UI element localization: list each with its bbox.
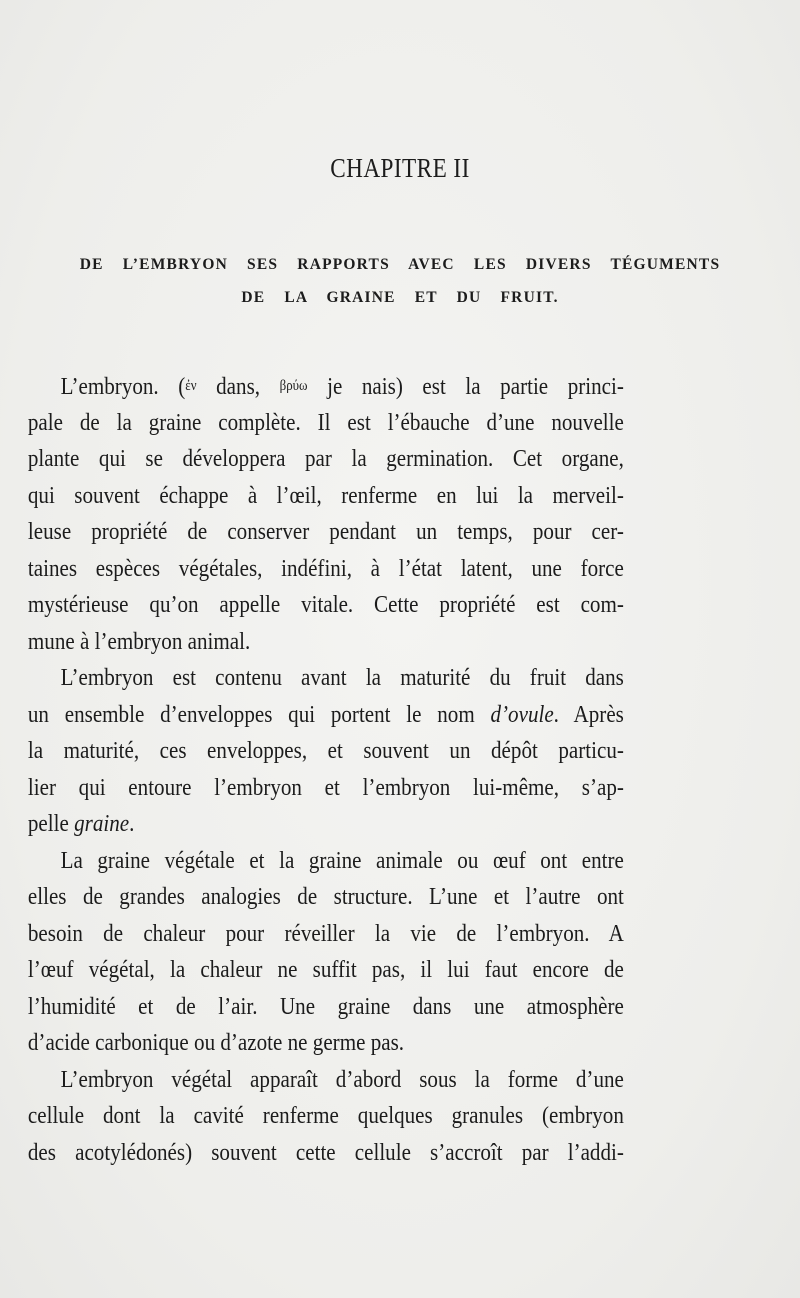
text-line: la maturité, ces enveloppes, et souvent un dépôt particu- xyxy=(27,737,624,764)
greek-word: βρύω xyxy=(279,378,308,394)
text-line: des acotylédonés) souvent cette cellule s’accroît par l’addi- xyxy=(27,1138,624,1166)
italic-term: graine xyxy=(74,810,130,837)
text-line: L’embryon est contenu avant la maturité du fruit dans xyxy=(60,664,624,691)
text-line: lier qui entoure l’embryon et l’embryon lui-même, s’ap- xyxy=(27,773,624,801)
text-line: L’embryon. (ἐν dans, βρύω je nais) est la partie princi- xyxy=(60,373,624,400)
text-line: cellule dont la cavité renferme quelques granules (embryon xyxy=(27,1102,624,1129)
text-line: plante qui se développera par la germination. Cet organe, xyxy=(27,445,624,472)
text-line: pelle graine. xyxy=(27,810,135,837)
text-line: mune à l’embryon animal. xyxy=(27,627,251,655)
chapter-subtitle-line-2: DE LA GRAINE ET DU FRUIT. xyxy=(241,289,559,306)
text-line: pale de la graine complète. Il est l’ébauche d’une nouvelle xyxy=(27,408,624,436)
chapter-title: CHAPITRE II xyxy=(330,153,470,183)
text-line: elles de grandes analogies de structure. L’une et l’autre ont xyxy=(27,883,624,910)
text-line: L’embryon végétal apparaît d’abord sous la forme d’une xyxy=(60,1065,624,1093)
chapter-subtitle-line-1: DE L’EMBRYON SES RAPPORTS AVEC LES DIVERS TÉGUMENTS xyxy=(79,256,721,273)
greek-word: ἐν xyxy=(185,378,197,394)
italic-term: d’ovule xyxy=(490,700,554,728)
text-line: qui souvent échappe à l’œil, renferme en lui la merveil- xyxy=(27,481,624,509)
text-line: d’acide carbonique ou d’azote ne germe pas. xyxy=(27,1029,405,1056)
body-text xyxy=(27,368,624,1171)
text-line: un ensemble d’enveloppes qui portent le nom d’ovule. Après xyxy=(27,700,624,728)
text-line: mystérieuse qu’on appelle vitale. Cette propriété est com- xyxy=(27,591,624,618)
text-line: leuse propriété de conserver pendant un temps, pour cer- xyxy=(27,518,624,545)
text-line: l’humidité et de l’air. Une graine dans une atmosphère xyxy=(27,992,624,1020)
text-line: taines espèces végétales, indéfini, à l’état latent, une force xyxy=(27,554,624,582)
text-line: l’œuf végétal, la chaleur ne suffit pas, il lui faut encore de xyxy=(27,956,624,983)
text-line: La graine végétale et la graine animale ou œuf ont entre xyxy=(60,846,624,874)
text-line: besoin de chaleur pour réveiller la vie de l’embryon. A xyxy=(27,919,624,947)
